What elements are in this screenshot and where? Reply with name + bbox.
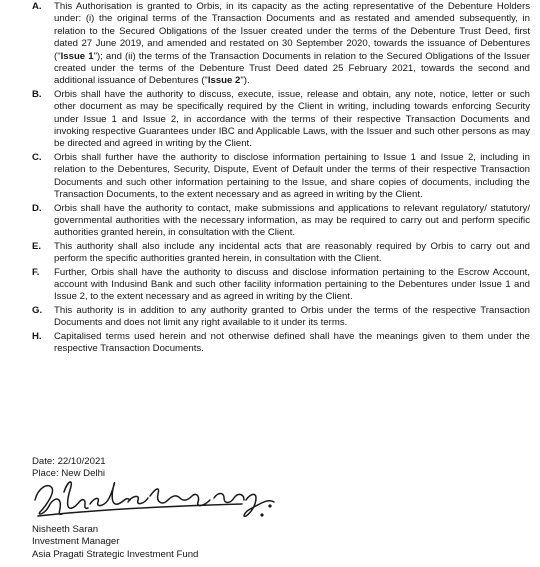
clause-list [32, 1, 530, 355]
defined-term-issue-1: Issue 1 [60, 50, 94, 62]
clause-text: This authority shall also include any incidental acts that are reasonably required by Orbis to carry out and perform the specific authorities granted herein, in consultation with the Client. [54, 240, 530, 265]
clause-b [32, 89, 530, 151]
clause-e [32, 241, 530, 266]
clause-text-part: This Authorisation is granted to Orbis, in its capacity as the acting representative of the Debenture Holders under: (i) the original terms of the Transaction Documents and as restated and amended subsequently, in relation to the Secured Obligations of the Issuer created under the terms of the Debenture Trust Deed, first dated 27 June 2019, and amended and restated on 30 September 2020, towards the issuance of Debentures (" [54, 1, 530, 62]
clause-h [32, 331, 530, 356]
clause-text-part: "). [240, 75, 250, 87]
signatory-title: Investment Manager [32, 536, 120, 548]
signatory-organization: Asia Pragati Strategic Investment Fund [32, 548, 199, 560]
signature-block [32, 456, 332, 560]
clause-text: Further, Orbis shall have the authority to discuss and disclose information pertaining to the Escrow Account, account with Indusind Bank and such other facility information pertaining to the Debentures under Issue 1 and Issue 2, to the extent necessary and as agreed in writing by the Client. [54, 266, 530, 303]
clause-letter: F. [32, 266, 40, 278]
clause-letter: G. [32, 304, 43, 316]
clause-text: Orbis shall have the authority to contact, make submissions and applications to relevant regulatory/ statutory/ governmental authorities with the necessary information, as may be required to carry out and perform specific authorities granted herein, in consultation with the Client. [54, 202, 530, 239]
clause-d [32, 203, 530, 240]
clause-letter: D. [32, 202, 42, 214]
defined-term-issue-2: Issue 2 [207, 75, 241, 87]
clause-c [32, 152, 530, 202]
clause-letter: B. [32, 88, 42, 100]
clause-f [32, 267, 530, 304]
signatory-details [32, 524, 198, 561]
clause-text: This authority is in addition to any authority granted to Orbis under the terms of the respective Transaction Documents and does not limit any right available to it under its terms. [54, 304, 530, 329]
clause-text: Orbis shall have the authority to discuss, execute, issue, release and obtain, any note, notice, letter or such other document as may be specifically required by the Client in writing, including towards enforcing Security under Issue 1 and Issue 2, in accordance with the terms of their respective Transaction Documents and invoking respective Guarantees under IBC and Applicable Laws, with the Issuer and such other persons as may be directed and agreed in writing by the Client. [54, 88, 530, 150]
clause-letter: E. [32, 240, 42, 252]
place-line: Place: New Delhi [32, 468, 106, 480]
clause-g [32, 305, 530, 330]
clause-letter: A. [32, 1, 42, 12]
clause-letter: C. [32, 151, 42, 163]
clause-text: Orbis shall further have the authority to disclose information pertaining to Issue 1 and Issue 2, including in relation to the Debentures, Security, Dispute, Event of Default under the terms of their respective Transaction Documents and such other information pertaining to the Issue, and share copies of documents, including the Transaction Documents, to the extent necessary and as agreed in writing by the Client. [54, 151, 530, 201]
clause-text: Capitalised terms used herein and not otherwise defined shall have the meanings given to them under the respective Transaction Documents. [54, 330, 530, 354]
clause-text [54, 1, 530, 88]
clause-text-part: "); and (ii) the terms of the Transaction Documents in relation to the Secured Obligations of the Issuer created under the terms of the Debenture Trust Deed dated 25 February 2021, towards the second and additional issuance of Debentures (" [54, 50, 530, 87]
signatory-name: Nisheeth Saran [32, 524, 99, 535]
handwritten-signature-icon [32, 470, 332, 528]
clause-a [32, 1, 530, 88]
date-line: Date: 22/10/2021 [32, 456, 106, 467]
clause-letter: H. [32, 330, 42, 342]
